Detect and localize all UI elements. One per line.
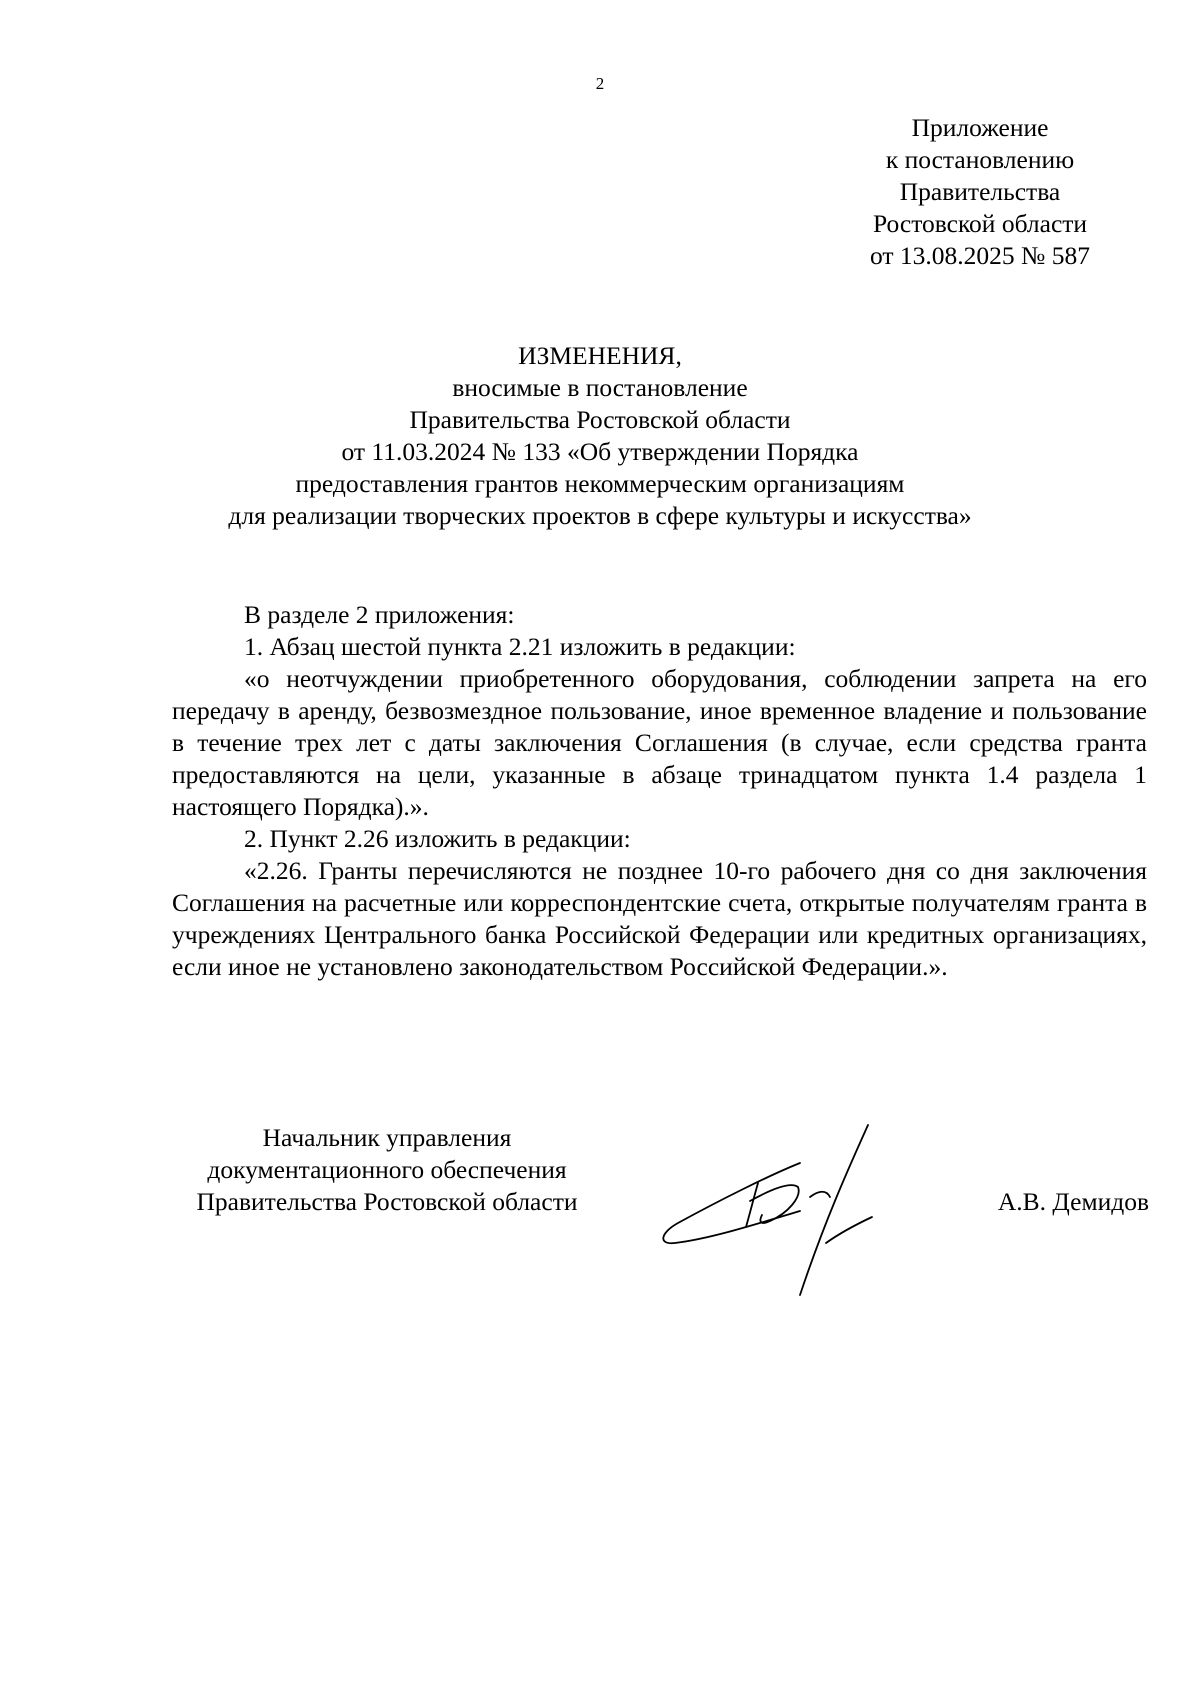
appendix-block xyxy=(830,112,1130,272)
signatory-position xyxy=(172,1122,602,1218)
signatory-position-line: документационного обеспечения xyxy=(207,1155,567,1184)
title-line: Правительства Ростовской области xyxy=(409,405,791,434)
appendix-line: Правительства xyxy=(899,177,1061,206)
appendix-line: от 13.08.2025 № 587 xyxy=(869,241,1090,270)
appendix-line: к постановлению xyxy=(885,145,1075,174)
document-body xyxy=(172,599,1147,983)
body-paragraph: «о неотчуждении приобретенного оборудования, соблюдении запрета на его передачу в аренду, безвозмездное пользование, иное временное владение и пользование в течение трех лет с даты заключения Соглашения (в случае, если средства гранта предоставляются на цели, указанные в абзаце тринадцатом пункта 1.4 раздела 1 настоящего Порядка).». xyxy=(172,664,1147,821)
title-heading: ИЗМЕНЕНИЯ, xyxy=(518,341,682,370)
title-line: от 11.03.2024 № 133 «Об утверждении Порядка xyxy=(341,437,859,466)
document-title xyxy=(150,340,1050,532)
body-paragraph: 1. Абзац шестой пункта 2.21 изложить в редакции: xyxy=(244,632,796,661)
handwritten-signature xyxy=(650,1105,950,1300)
page-number: 2 xyxy=(595,74,605,93)
signatory-position-line: Правительства Ростовской области xyxy=(196,1187,578,1216)
body-paragraph: «2.26. Гранты перечисляются не позднее 10-го рабочего дня со дня заключения Соглашения на расчетные или корреспондентские счета, открытые получателям гранта в учреждениях Центрального банка Российской Федерации или кредитных организациях, если иное не установлено законодательством Российской Федерации.». xyxy=(172,856,1147,981)
body-paragraph: 2. Пункт 2.26 изложить в редакции: xyxy=(244,824,631,853)
appendix-line: Приложение xyxy=(911,113,1049,142)
title-line: предоставления грантов некоммерческим организациям xyxy=(295,469,905,498)
title-line: вносимые в постановление xyxy=(452,373,748,402)
appendix-line: Ростовской области xyxy=(872,209,1088,238)
title-line: для реализации творческих проектов в сфере культуры и искусства» xyxy=(228,501,972,530)
body-paragraph: В разделе 2 приложения: xyxy=(244,600,515,629)
signatory-name: А.В. Демидов xyxy=(997,1187,1149,1216)
signatory-position-line: Начальник управления xyxy=(262,1123,512,1152)
